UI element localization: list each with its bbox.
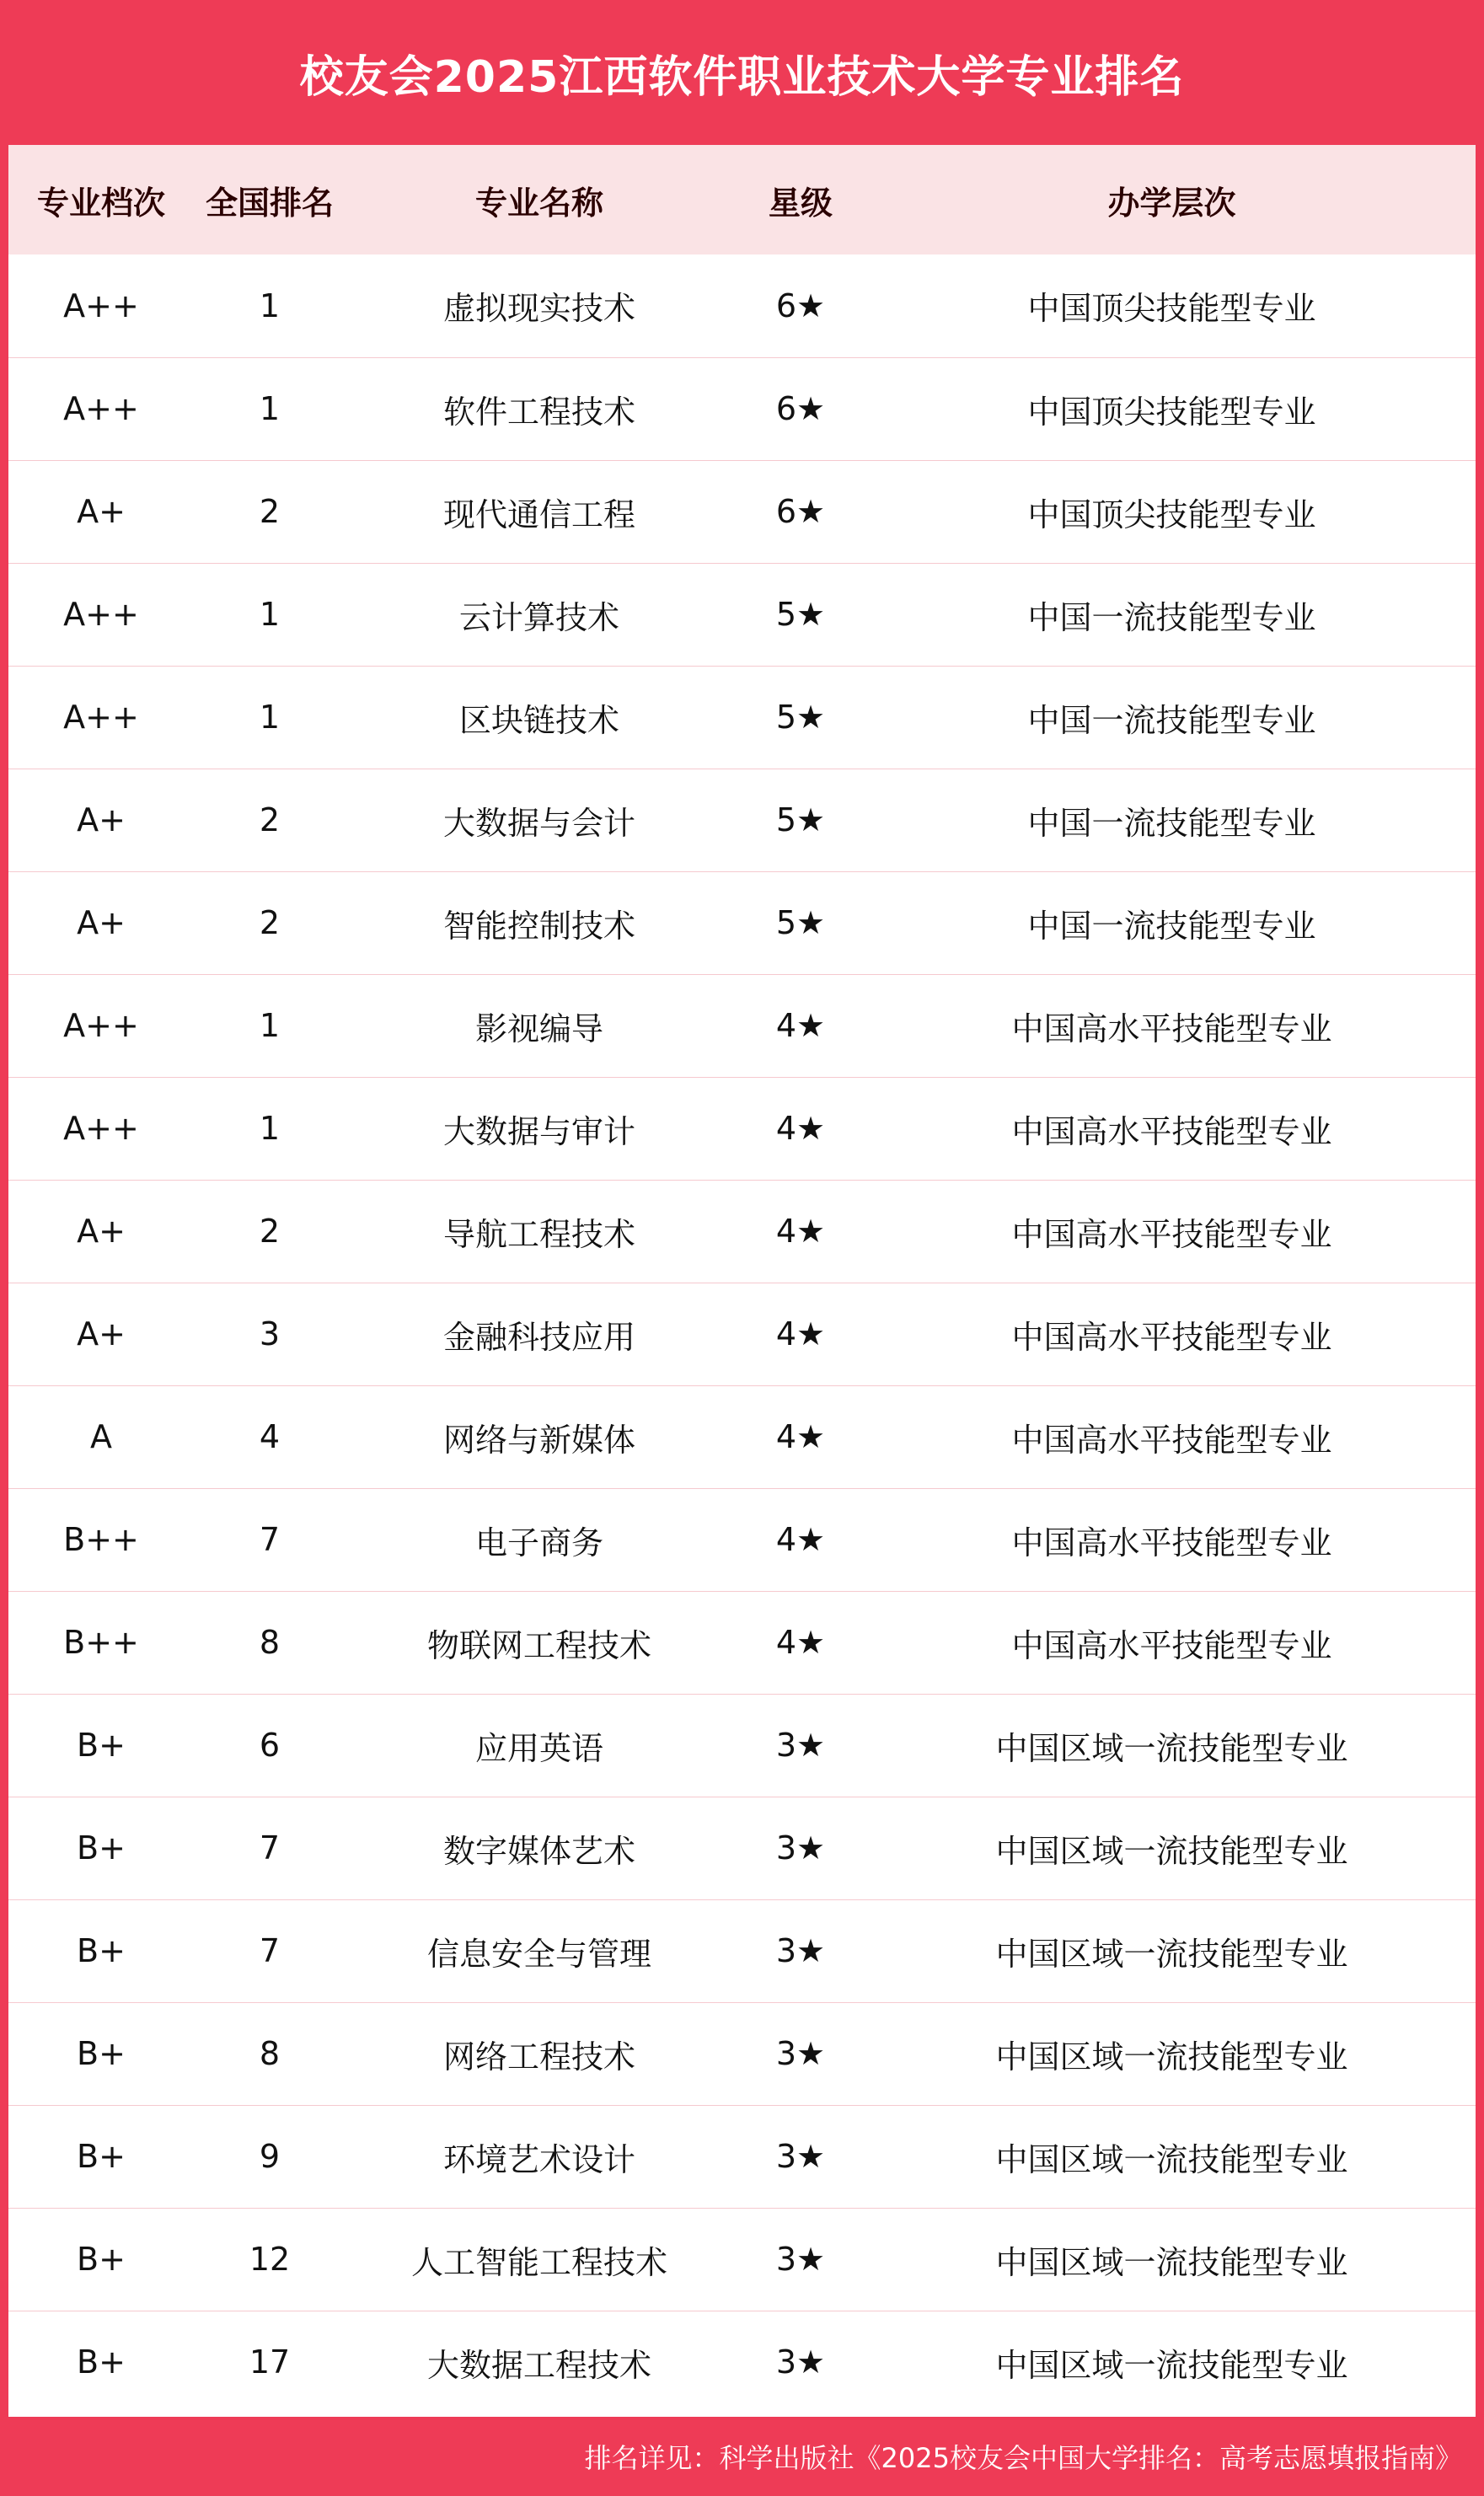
cell-tier: 中国区域一流技能型专业 bbox=[995, 1935, 1348, 1973]
table-row bbox=[8, 254, 1476, 357]
cell-tier: 中国区域一流技能型专业 bbox=[995, 2038, 1348, 2076]
cell-national-rank: 4 bbox=[259, 1418, 281, 1455]
table-row bbox=[8, 2208, 1476, 2311]
cell-national-rank: 17 bbox=[249, 2343, 291, 2381]
cell-major-name: 大数据工程技术 bbox=[426, 2346, 651, 2384]
cell-tier: 中国顶尖技能型专业 bbox=[1027, 495, 1316, 533]
cell-tier: 中国一流技能型专业 bbox=[1027, 907, 1316, 945]
cell-level: B+ bbox=[77, 2138, 126, 2175]
table-body bbox=[8, 254, 1476, 2413]
cell-stars: 5★ bbox=[775, 801, 826, 838]
cell-major-name: 人工智能工程技术 bbox=[410, 2243, 667, 2281]
table-row bbox=[8, 357, 1476, 460]
cell-level: B+ bbox=[77, 2343, 126, 2381]
cell-major-name: 网络与新媒体 bbox=[442, 1421, 635, 1459]
cell-major-name: 现代通信工程 bbox=[442, 495, 635, 533]
cell-level: B+ bbox=[77, 1932, 126, 1969]
column-header-level: 专业档次 bbox=[36, 184, 165, 222]
cell-major-name: 影视编导 bbox=[474, 1010, 603, 1047]
ranking-table bbox=[8, 145, 1476, 2413]
cell-stars: 4★ bbox=[775, 1315, 826, 1352]
cell-national-rank: 8 bbox=[259, 2035, 281, 2072]
cell-stars: 3★ bbox=[775, 1932, 826, 1969]
cell-major-name: 应用英语 bbox=[474, 1729, 603, 1767]
table-row bbox=[8, 1797, 1476, 1899]
table-row bbox=[8, 1283, 1476, 1385]
cell-major-name: 电子商务 bbox=[474, 1524, 603, 1561]
cell-major-name: 环境艺术设计 bbox=[442, 2140, 635, 2178]
cell-stars: 6★ bbox=[775, 390, 826, 427]
cell-national-rank: 3 bbox=[259, 1315, 281, 1352]
cell-national-rank: 7 bbox=[259, 1829, 281, 1867]
footer bbox=[0, 2417, 1484, 2496]
table-row bbox=[8, 2105, 1476, 2208]
cell-tier: 中国高水平技能型专业 bbox=[1011, 1524, 1332, 1561]
cell-major-name: 网络工程技术 bbox=[442, 2038, 635, 2076]
column-header-major-name: 专业名称 bbox=[474, 184, 603, 222]
cell-tier: 中国高水平技能型专业 bbox=[1011, 1112, 1332, 1150]
cell-tier: 中国一流技能型专业 bbox=[1027, 804, 1316, 842]
cell-level: B+ bbox=[77, 1829, 126, 1867]
cell-national-rank: 9 bbox=[259, 2138, 281, 2175]
table-row bbox=[8, 563, 1476, 666]
table-row bbox=[8, 1385, 1476, 1488]
cell-stars: 3★ bbox=[775, 2035, 826, 2072]
cell-national-rank: 2 bbox=[259, 1213, 281, 1250]
cell-tier: 中国高水平技能型专业 bbox=[1011, 1421, 1332, 1459]
cell-tier: 中国高水平技能型专业 bbox=[1011, 1626, 1332, 1664]
table-row bbox=[8, 974, 1476, 1077]
cell-national-rank: 2 bbox=[259, 801, 281, 838]
header-row bbox=[8, 145, 1476, 254]
cell-stars: 3★ bbox=[775, 1829, 826, 1867]
cell-national-rank: 2 bbox=[259, 493, 281, 530]
cell-tier: 中国区域一流技能型专业 bbox=[995, 1832, 1348, 1870]
cell-national-rank: 1 bbox=[259, 390, 281, 427]
cell-national-rank: 1 bbox=[259, 1110, 281, 1147]
column-header-national-rank: 全国排名 bbox=[205, 184, 334, 222]
cell-tier: 中国一流技能型专业 bbox=[1027, 598, 1316, 636]
cell-stars: 4★ bbox=[775, 1213, 826, 1250]
cell-level: A++ bbox=[63, 699, 139, 736]
table-row bbox=[8, 1180, 1476, 1283]
cell-stars: 3★ bbox=[775, 2241, 826, 2278]
cell-national-rank: 12 bbox=[249, 2241, 291, 2278]
cell-stars: 4★ bbox=[775, 1624, 826, 1661]
cell-level: B+ bbox=[77, 1727, 126, 1764]
cell-major-name: 虚拟现实技术 bbox=[442, 290, 635, 328]
cell-stars: 4★ bbox=[775, 1007, 826, 1044]
cell-level: B++ bbox=[63, 1624, 139, 1661]
cell-level: B+ bbox=[77, 2035, 126, 2072]
table-row bbox=[8, 460, 1476, 563]
cell-major-name: 区块链技术 bbox=[458, 701, 619, 739]
cell-tier: 中国区域一流技能型专业 bbox=[995, 1729, 1348, 1767]
cell-national-rank: 7 bbox=[259, 1521, 281, 1558]
cell-major-name: 金融科技应用 bbox=[442, 1318, 635, 1356]
cell-level: A++ bbox=[63, 390, 139, 427]
cell-level: A+ bbox=[77, 904, 126, 941]
footer-source-note: 排名详见：科学出版社《2025校友会中国大学排名：高考志愿填报指南》 bbox=[584, 2442, 1462, 2474]
cell-national-rank: 1 bbox=[259, 699, 281, 736]
cell-tier: 中国高水平技能型专业 bbox=[1011, 1215, 1332, 1253]
cell-stars: 6★ bbox=[775, 493, 826, 530]
ranking-table-container bbox=[8, 145, 1476, 2417]
cell-national-rank: 7 bbox=[259, 1932, 281, 1969]
table-row bbox=[8, 1591, 1476, 1694]
table-row bbox=[8, 1488, 1476, 1591]
table-row bbox=[8, 769, 1476, 871]
cell-level: B++ bbox=[63, 1521, 139, 1558]
cell-tier: 中国一流技能型专业 bbox=[1027, 701, 1316, 739]
cell-tier: 中国高水平技能型专业 bbox=[1011, 1318, 1332, 1356]
cell-national-rank: 2 bbox=[259, 904, 281, 941]
cell-level: A bbox=[90, 1418, 112, 1455]
cell-national-rank: 6 bbox=[259, 1727, 281, 1764]
cell-level: A++ bbox=[63, 1007, 139, 1044]
cell-tier: 中国高水平技能型专业 bbox=[1011, 1010, 1332, 1047]
table-row bbox=[8, 2311, 1476, 2413]
cell-stars: 4★ bbox=[775, 1110, 826, 1147]
cell-level: A+ bbox=[77, 1315, 126, 1352]
cell-level: A+ bbox=[77, 493, 126, 530]
cell-stars: 3★ bbox=[775, 1727, 826, 1764]
table-row bbox=[8, 666, 1476, 769]
cell-tier: 中国顶尖技能型专业 bbox=[1027, 290, 1316, 328]
cell-stars: 6★ bbox=[775, 287, 826, 324]
cell-stars: 3★ bbox=[775, 2343, 826, 2381]
cell-level: A++ bbox=[63, 596, 139, 633]
cell-major-name: 导航工程技术 bbox=[442, 1215, 635, 1253]
cell-level: A+ bbox=[77, 801, 126, 838]
cell-stars: 4★ bbox=[775, 1521, 826, 1558]
column-header-stars: 星级 bbox=[768, 184, 833, 222]
cell-tier: 中国区域一流技能型专业 bbox=[995, 2243, 1348, 2281]
title-bar bbox=[0, 0, 1484, 145]
table-row bbox=[8, 1899, 1476, 2002]
cell-stars: 5★ bbox=[775, 699, 826, 736]
cell-level: A+ bbox=[77, 1213, 126, 1250]
table-row bbox=[8, 2002, 1476, 2105]
table-header bbox=[8, 145, 1476, 254]
column-header-tier: 办学层次 bbox=[1107, 184, 1236, 222]
cell-major-name: 信息安全与管理 bbox=[426, 1935, 651, 1973]
cell-national-rank: 1 bbox=[259, 1007, 281, 1044]
cell-level: B+ bbox=[77, 2241, 126, 2278]
cell-major-name: 物联网工程技术 bbox=[426, 1626, 651, 1664]
table-row bbox=[8, 871, 1476, 974]
cell-major-name: 软件工程技术 bbox=[442, 393, 635, 431]
cell-tier: 中国区域一流技能型专业 bbox=[995, 2140, 1348, 2178]
page-title: 校友会2025江西软件职业技术大学专业排名 bbox=[299, 51, 1185, 103]
table-row bbox=[8, 1077, 1476, 1180]
cell-stars: 3★ bbox=[775, 2138, 826, 2175]
cell-national-rank: 1 bbox=[259, 596, 281, 633]
cell-stars: 5★ bbox=[775, 904, 826, 941]
cell-stars: 4★ bbox=[775, 1418, 826, 1455]
cell-major-name: 大数据与审计 bbox=[442, 1112, 635, 1150]
cell-national-rank: 8 bbox=[259, 1624, 281, 1661]
cell-national-rank: 1 bbox=[259, 287, 281, 324]
cell-major-name: 数字媒体艺术 bbox=[442, 1832, 635, 1870]
table-row bbox=[8, 1694, 1476, 1797]
cell-major-name: 智能控制技术 bbox=[442, 907, 635, 945]
cell-major-name: 大数据与会计 bbox=[442, 804, 635, 842]
cell-level: A++ bbox=[63, 287, 139, 324]
cell-level: A++ bbox=[63, 1110, 139, 1147]
cell-major-name: 云计算技术 bbox=[458, 598, 619, 636]
cell-stars: 5★ bbox=[775, 596, 826, 633]
cell-tier: 中国顶尖技能型专业 bbox=[1027, 393, 1316, 431]
cell-tier: 中国区域一流技能型专业 bbox=[995, 2346, 1348, 2384]
